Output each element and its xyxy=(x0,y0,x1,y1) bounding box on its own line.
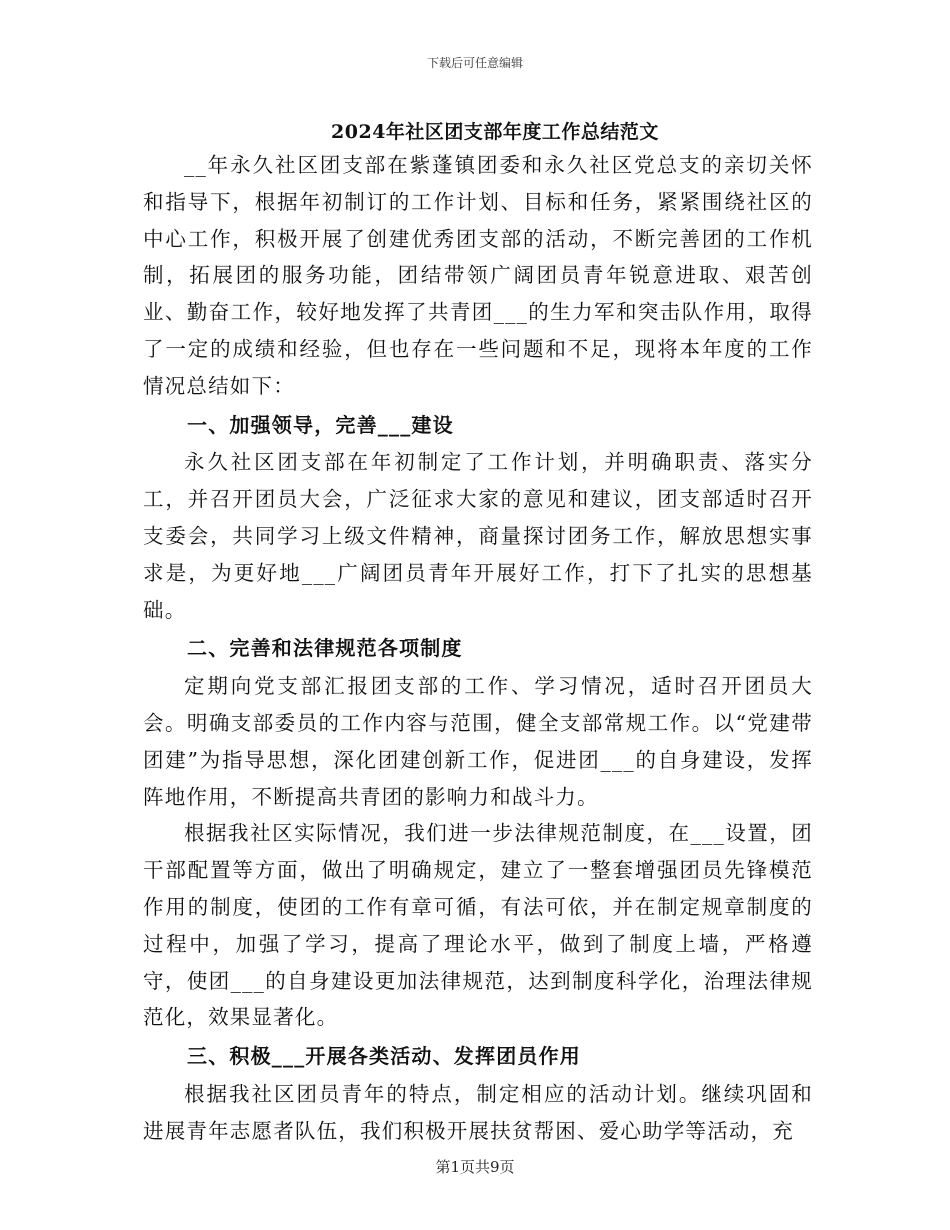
document-body xyxy=(143,147,813,1150)
section-3-paragraph: 根据我社区团员青年的特点，制定相应的活动计划。继续巩固和进展青年志愿者队伍，我们积极开展扶贫帮困、爱心助学等活动，充 xyxy=(143,1081,813,1143)
section-1-paragraph: 永久社区团支部在年初制定了工作计划，并明确职责、落实分工，并召开团员大会，广泛征求大家的意见和建议，团支部适时召开支委会，共同学习上级文件精神，商量探讨团务工作，解放思想实事求是，为更好地___广阔团员青年开展好工作，打下了扎实的思想基础。 xyxy=(143,450,813,622)
section-2-paragraph-1: 定期向党支部汇报团支部的工作、学习情况，适时召开团员大会。明确支部委员的工作内容与范围，健全支部常规工作。以“党建带团建”为指导思想，深化团建创新工作，促进团___的自身建设，发挥阵地作用，不断提高共青团的影响力和战斗力。 xyxy=(143,674,813,809)
page-number: 第1页共9页 xyxy=(435,1158,515,1176)
section-heading-1: 一、加强领导，完善___建设 xyxy=(187,412,454,437)
intro-paragraph: __年永久社区团支部在紫蓬镇团委和永久社区党总支的亲切关怀和指导下，根据年初制订的工作计划、目标和任务，紧紧围绕社区的中心工作，积极开展了创建优秀团支部的活动，不断完善团的工作机制，拓展团的服务功能，团结带领广阔团员青年锐意进取、艰苦创业、勤奋工作，较好地发挥了共青团___的生力军和突击队作用，取得了一定的成绩和经验，但也存在一些问题和不足，现将本年度的工作情况总结如下： xyxy=(143,153,813,398)
document-title: 2024年社区团支部年度工作总结范文 xyxy=(331,121,659,143)
section-heading-3: 三、积极___开展各类活动、发挥团员作用 xyxy=(187,1044,581,1069)
section-2-paragraph-2: 根据我社区实际情况，我们进一步法律规范制度，在___设置，团干部配置等方面，做出了明确规定，建立了一整套增强团员先锋模范作用的制度，使团的工作有章可循，有法可依，并在制定规章制度的过程中，加强了学习，提高了理论水平，做到了制度上墙，严格遵守，使团___的自身建设更加法律规范，达到制度科学化，治理法律规范化，效果显著化。 xyxy=(143,821,813,1030)
header-note: 下载后可任意编辑 xyxy=(426,56,523,70)
section-heading-2: 二、完善和法律规范各项制度 xyxy=(187,636,463,661)
